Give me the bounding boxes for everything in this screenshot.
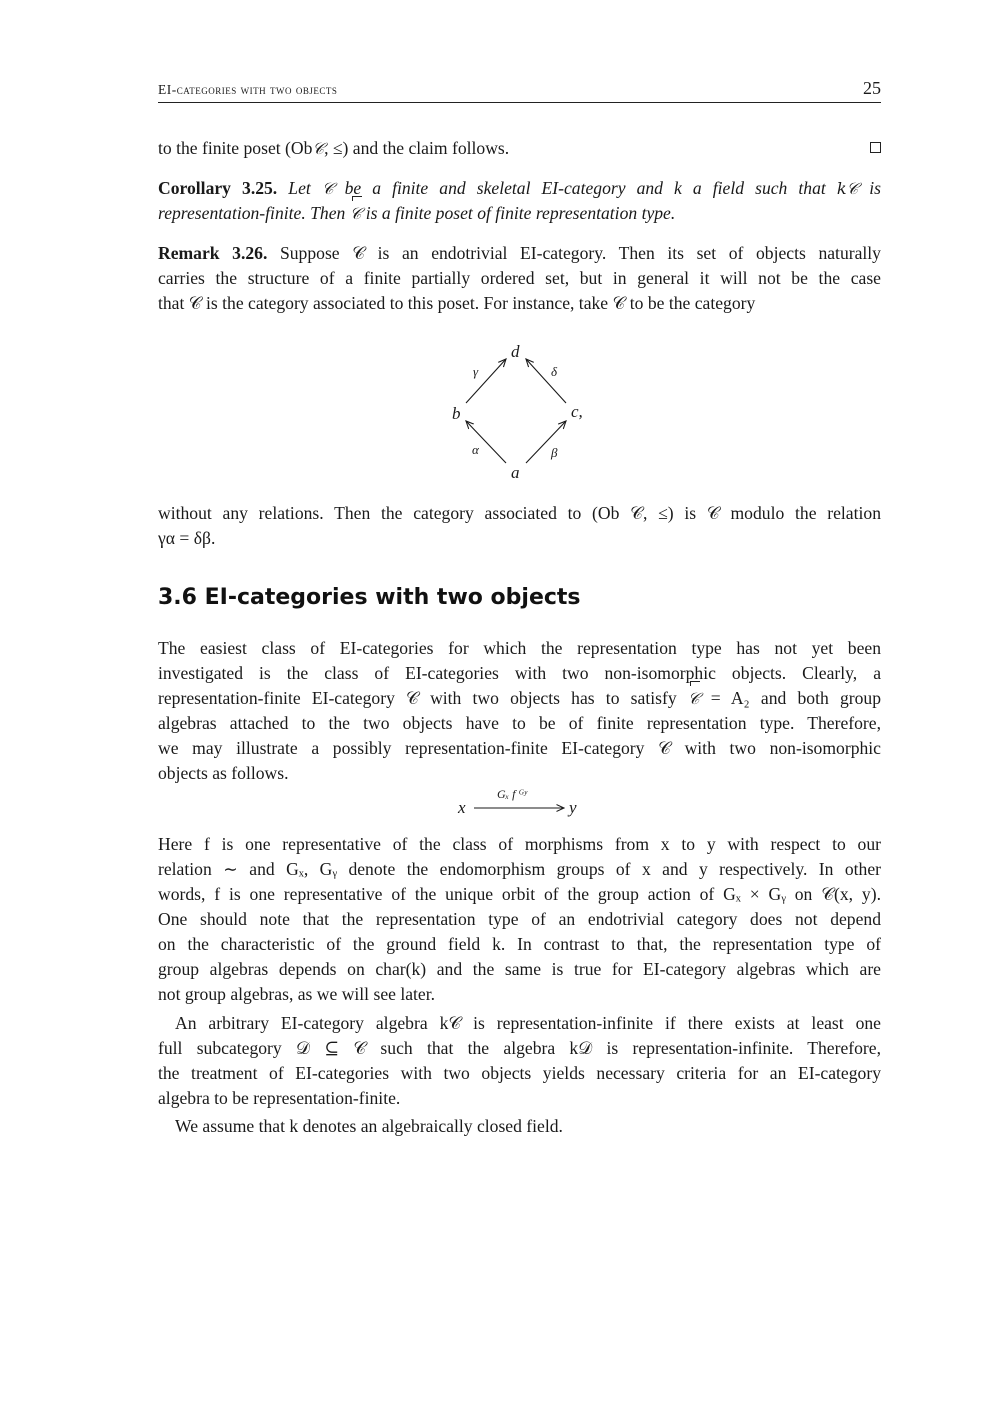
arrow-diagram-x-to-y <box>450 784 590 820</box>
symbol-kc: k𝒞 <box>836 179 859 198</box>
corollary-text-2a: representation-finite. Then <box>158 203 346 223</box>
corollary-text-2b: is a finite poset of finite representation type. <box>365 203 676 223</box>
arrow-delta-c-to-d <box>526 359 566 403</box>
paragraph-2 <box>158 832 881 1007</box>
header-title: EI-categories with two objects <box>158 82 338 97</box>
proof-end-text-after: , ≤) and the claim follows. <box>324 138 510 158</box>
symbol-cal-c: 𝒞 <box>312 139 325 158</box>
para1-line-5: we may illustrate a possibly representation-finite EI-category 𝒞 with two non-isomorphic <box>158 738 881 758</box>
label-gamma: γ <box>473 364 479 379</box>
symbol-k: k <box>674 178 682 198</box>
para1-line-3b: = A₂ and both group <box>710 688 881 708</box>
symbol-c-hat: 𝒞 <box>350 201 362 226</box>
page-number: 25 <box>863 78 881 98</box>
after-diagram-text <box>158 501 881 551</box>
corollary-text-1d: is <box>869 178 882 198</box>
morphism-label: Gₓ f ᴳʸ <box>497 787 527 801</box>
corollary-text-1b: be a finite and skeletal EI-category and <box>344 178 663 198</box>
proof-end-line <box>158 136 881 161</box>
label-alpha: α <box>472 442 479 457</box>
para1-line-4: algebras attached to the two objects have to be of finite representation type. Therefore, <box>158 713 881 733</box>
corollary-label: Corollary 3.25. <box>158 178 278 198</box>
para2-line-2: relation ∼ and Gₓ, Gᵧ denote the endomorphism groups of x and y respectively. In other <box>158 859 881 879</box>
proof-end-text-before: to the finite poset (Ob <box>158 138 313 158</box>
node-b: b <box>452 404 461 423</box>
remark-label: Remark 3.26. <box>158 243 268 263</box>
para1-line-2: investigated is the class of EI-categories with two non-isomorphic objects. Clearly, a <box>158 663 881 683</box>
para2-line-6: group algebras depends on char(k) and the same is true for EI-category algebras which are <box>158 959 881 979</box>
paragraph-4 <box>158 1114 881 1139</box>
label-beta: β <box>551 445 558 460</box>
para1-line-3a: representation-finite EI-category 𝒞 with two objects has to satisfy <box>158 688 677 708</box>
remark-line-3: that 𝒞 is the category associated to this poset. For instance, take 𝒞 to be the category <box>158 293 756 313</box>
para2-line-7: not group algebras, as we will see later. <box>158 984 436 1004</box>
object-y: y <box>569 798 577 817</box>
para2-line-4: One should note that the representation type of an endotrivial category does not depend <box>158 909 881 929</box>
corollary-3-25 <box>158 176 881 226</box>
after-diagram-line-2: γα = δβ. <box>158 528 216 548</box>
para3-line-1: An arbitrary EI-category algebra k𝒞 is representation-infinite if there exists at least one <box>175 1013 881 1033</box>
para2-line-5: on the characteristic of the ground field k. In contrast to that, the representation type of <box>158 934 881 954</box>
node-c: c, <box>571 402 583 421</box>
node-d: d <box>511 342 520 361</box>
object-x: x <box>458 798 466 817</box>
remark-3-26 <box>158 241 881 316</box>
paragraph-1 <box>158 636 881 786</box>
para4-line-1: We assume that k denotes an algebraically closed field. <box>175 1116 563 1136</box>
symbol-cal-c: 𝒞 <box>321 179 334 198</box>
qed-square-icon <box>870 142 881 153</box>
corollary-text-1a: Let <box>288 178 311 198</box>
para3-line-4: algebra to be representation-finite. <box>158 1088 401 1108</box>
paragraph-3 <box>158 1011 881 1111</box>
remark-line-1: Suppose 𝒞 is an endotrivial EI-category. Then its set of objects naturally <box>279 243 881 263</box>
diamond-diagram <box>440 335 600 485</box>
symbol-c-hat: 𝒞 <box>688 686 700 711</box>
remark-line-2: carries the structure of a finite partially ordered set, but in general it will not be the case <box>158 268 881 288</box>
para3-line-3: the treatment of EI-categories with two objects yields necessary criteria for an EI-category <box>158 1063 881 1083</box>
node-a: a <box>511 463 520 482</box>
section-heading: 3.6 EI-categories with two objects <box>158 585 581 610</box>
para1-line-1: The easiest class of EI-categories for which the representation type has not yet been <box>158 638 881 658</box>
arrow-gamma-b-to-d <box>466 359 506 403</box>
label-delta: δ <box>551 364 558 379</box>
corollary-text-1c: a field such that <box>692 178 826 198</box>
para2-line-1: Here f is one representative of the class of morphisms from x to y with respect to our <box>158 834 881 854</box>
after-diagram-line-1: without any relations. Then the category associated to (Ob 𝒞, ≤) is 𝒞 modulo the relation <box>158 503 881 523</box>
arrow-beta-a-to-c <box>526 421 566 463</box>
para3-line-2: full subcategory 𝒟 ⊆ 𝒞 such that the algebra k𝒟 is representation-infinite. Therefore, <box>158 1038 881 1058</box>
para2-line-3: words, f is one representative of the unique orbit of the group action of Gₓ × Gᵧ on 𝒞(x, y). <box>158 884 881 904</box>
running-header <box>158 78 881 103</box>
para1-line-6: objects as follows. <box>158 763 289 783</box>
